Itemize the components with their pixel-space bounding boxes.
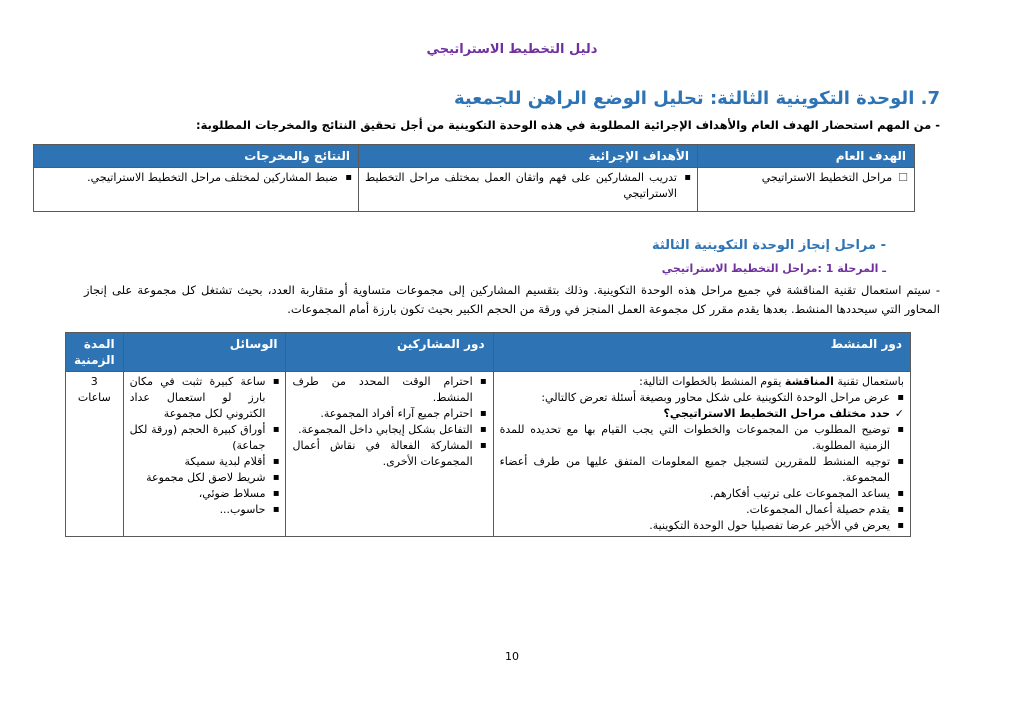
general-goal-text: مراحل التخطيط الاستراتيجي: [761, 171, 893, 184]
checkbox-icon: [892, 171, 908, 184]
header-means: الوسائل: [123, 333, 286, 372]
goals-table-header-row: [34, 145, 915, 168]
facilitator-item: ▪ يعرض في الأخير عرضا تفصيليا حول الوحدة التكوينية.: [500, 518, 890, 534]
stages-heading: - مراحل إنجاز الوحدة التكوينية الثالثة: [651, 238, 886, 253]
activity-table: [65, 332, 911, 537]
goals-table-row: [34, 168, 915, 212]
header-outcomes: النتائج والمخرجات: [34, 145, 359, 168]
activity-table-header-row: [66, 333, 911, 372]
facilitator-item: ▪ عرض مراحل الوحدة التكوينية على شكل محاور وبصيغة أسئلة تعرض كالتالي:: [500, 390, 890, 406]
header-general-goal: الهدف العام: [698, 145, 915, 168]
facilitator-cell: [493, 372, 910, 537]
facilitator-intro: [500, 374, 904, 390]
duration-value: 3: [90, 375, 98, 388]
facilitator-item: ▪ يساعد المجموعات على ترتيب أفكارهم.: [500, 486, 890, 502]
procedural-goal-item: ▪ تدريب المشاركين على فهم واتقان العمل بمختلف مراحل التخطيط الاستراتيجي: [365, 170, 677, 202]
means-item: ▪ أوراق كبيرة الحجم (ورقة لكل جماعة): [130, 422, 266, 454]
means-cell: [123, 372, 286, 537]
page-number: 10: [505, 650, 519, 663]
means-item: ▪ حاسوب...: [130, 502, 266, 518]
procedural-goal-cell: [359, 168, 698, 212]
method-paragraph: - سيتم استعمال تقنية المناقشة في جميع مراحل هذه الوحدة التكوينية. وذلك بتقسيم المشاركين إلى مجموعات متساوية أو متقاربة العدد، بحيث تشتغل كل مجموعة على إنجاز المحاور التي سيحددها المنشط. بعدها يقدم مقرر كل مجموعة العمل المنجز في ورقة من الحجم الكبير بحيث تكون بارزة أمام المجموعات.: [84, 283, 940, 316]
means-item: ▪ مسلاط ضوئي،: [130, 486, 266, 502]
header-procedural-goals: الأهداف الإجرائية: [359, 145, 698, 168]
participant-item: ▪ احترام الوقت المحدد من طرف المنشط.: [292, 374, 472, 406]
means-item: ▪ ساعة كبيرة تثبت في مكان بارز لو استعمال عداد الكتروني لكل مجموعة: [130, 374, 266, 422]
intro-prefix: باستعمال تقنية: [833, 375, 904, 388]
header-participants-role: دور المشاركين: [286, 333, 493, 372]
duration-cell: [66, 372, 124, 537]
facilitator-question: ✓ حدد مختلف مراحل التخطيط الاستراتيجي؟: [500, 406, 890, 422]
intro-line: - من المهم استحضار الهدف العام والأهداف الإجرائية المطلوبة في هذه الوحدة التكوينية من أجل تحقيق النتائج والمخرجات المطلوبة:: [195, 118, 940, 132]
header-duration: المدة الزمنية: [66, 333, 124, 372]
facilitator-item: ▪ توضيح المطلوب من المجموعات والخطوات التي يجب القيام بها مع تحديده للمدة الزمنية المطلوبة.: [500, 422, 890, 454]
facilitator-item: ▪ يقدم حصيلة أعمال المجموعات.: [500, 502, 890, 518]
goals-table: [33, 144, 915, 212]
header-facilitator-role: دور المنشط: [493, 333, 910, 372]
general-goal-cell: [698, 168, 915, 212]
intro-technique: المناقشة: [784, 375, 834, 388]
participant-item: ▪ المشاركة الفعالة في نقاش أعمال المجموعات الأخرى.: [292, 438, 472, 470]
duration-unit: ساعات: [77, 391, 111, 404]
intro-suffix: يقوم المنشط بالخطوات التالية:: [639, 375, 785, 388]
means-item: ▪ أقلام لبدية سميكة: [130, 454, 266, 470]
document-title: دليل التخطيط الاستراتيجي: [426, 42, 598, 57]
means-item: ▪ شريط لاصق لكل مجموعة: [130, 470, 266, 486]
outcome-cell: [34, 168, 359, 212]
participant-item: ▪ التفاعل بشكل إيجابي داخل المجموعة.: [292, 422, 472, 438]
facilitator-item: ▪ توجيه المنشط للمقررين لتسجيل جميع المعلومات المتفق عليها من طرف أعضاء المجموعة.: [500, 454, 890, 486]
participant-item: ▪ احترام جميع آراء أفراد المجموعة.: [292, 406, 472, 422]
activity-table-row: [66, 372, 911, 537]
outcome-item: ▪ ضبط المشاركين لمختلف مراحل التخطيط الاستراتيجي.: [40, 170, 338, 186]
participants-cell: [286, 372, 493, 537]
unit-heading: 7. الوحدة التكوينية الثالثة: تحليل الوضع الراهن للجمعية: [453, 88, 940, 109]
phase-1-label: ـ المرحلة 1 :مراحل التخطيط الاستراتيجي: [661, 262, 886, 275]
